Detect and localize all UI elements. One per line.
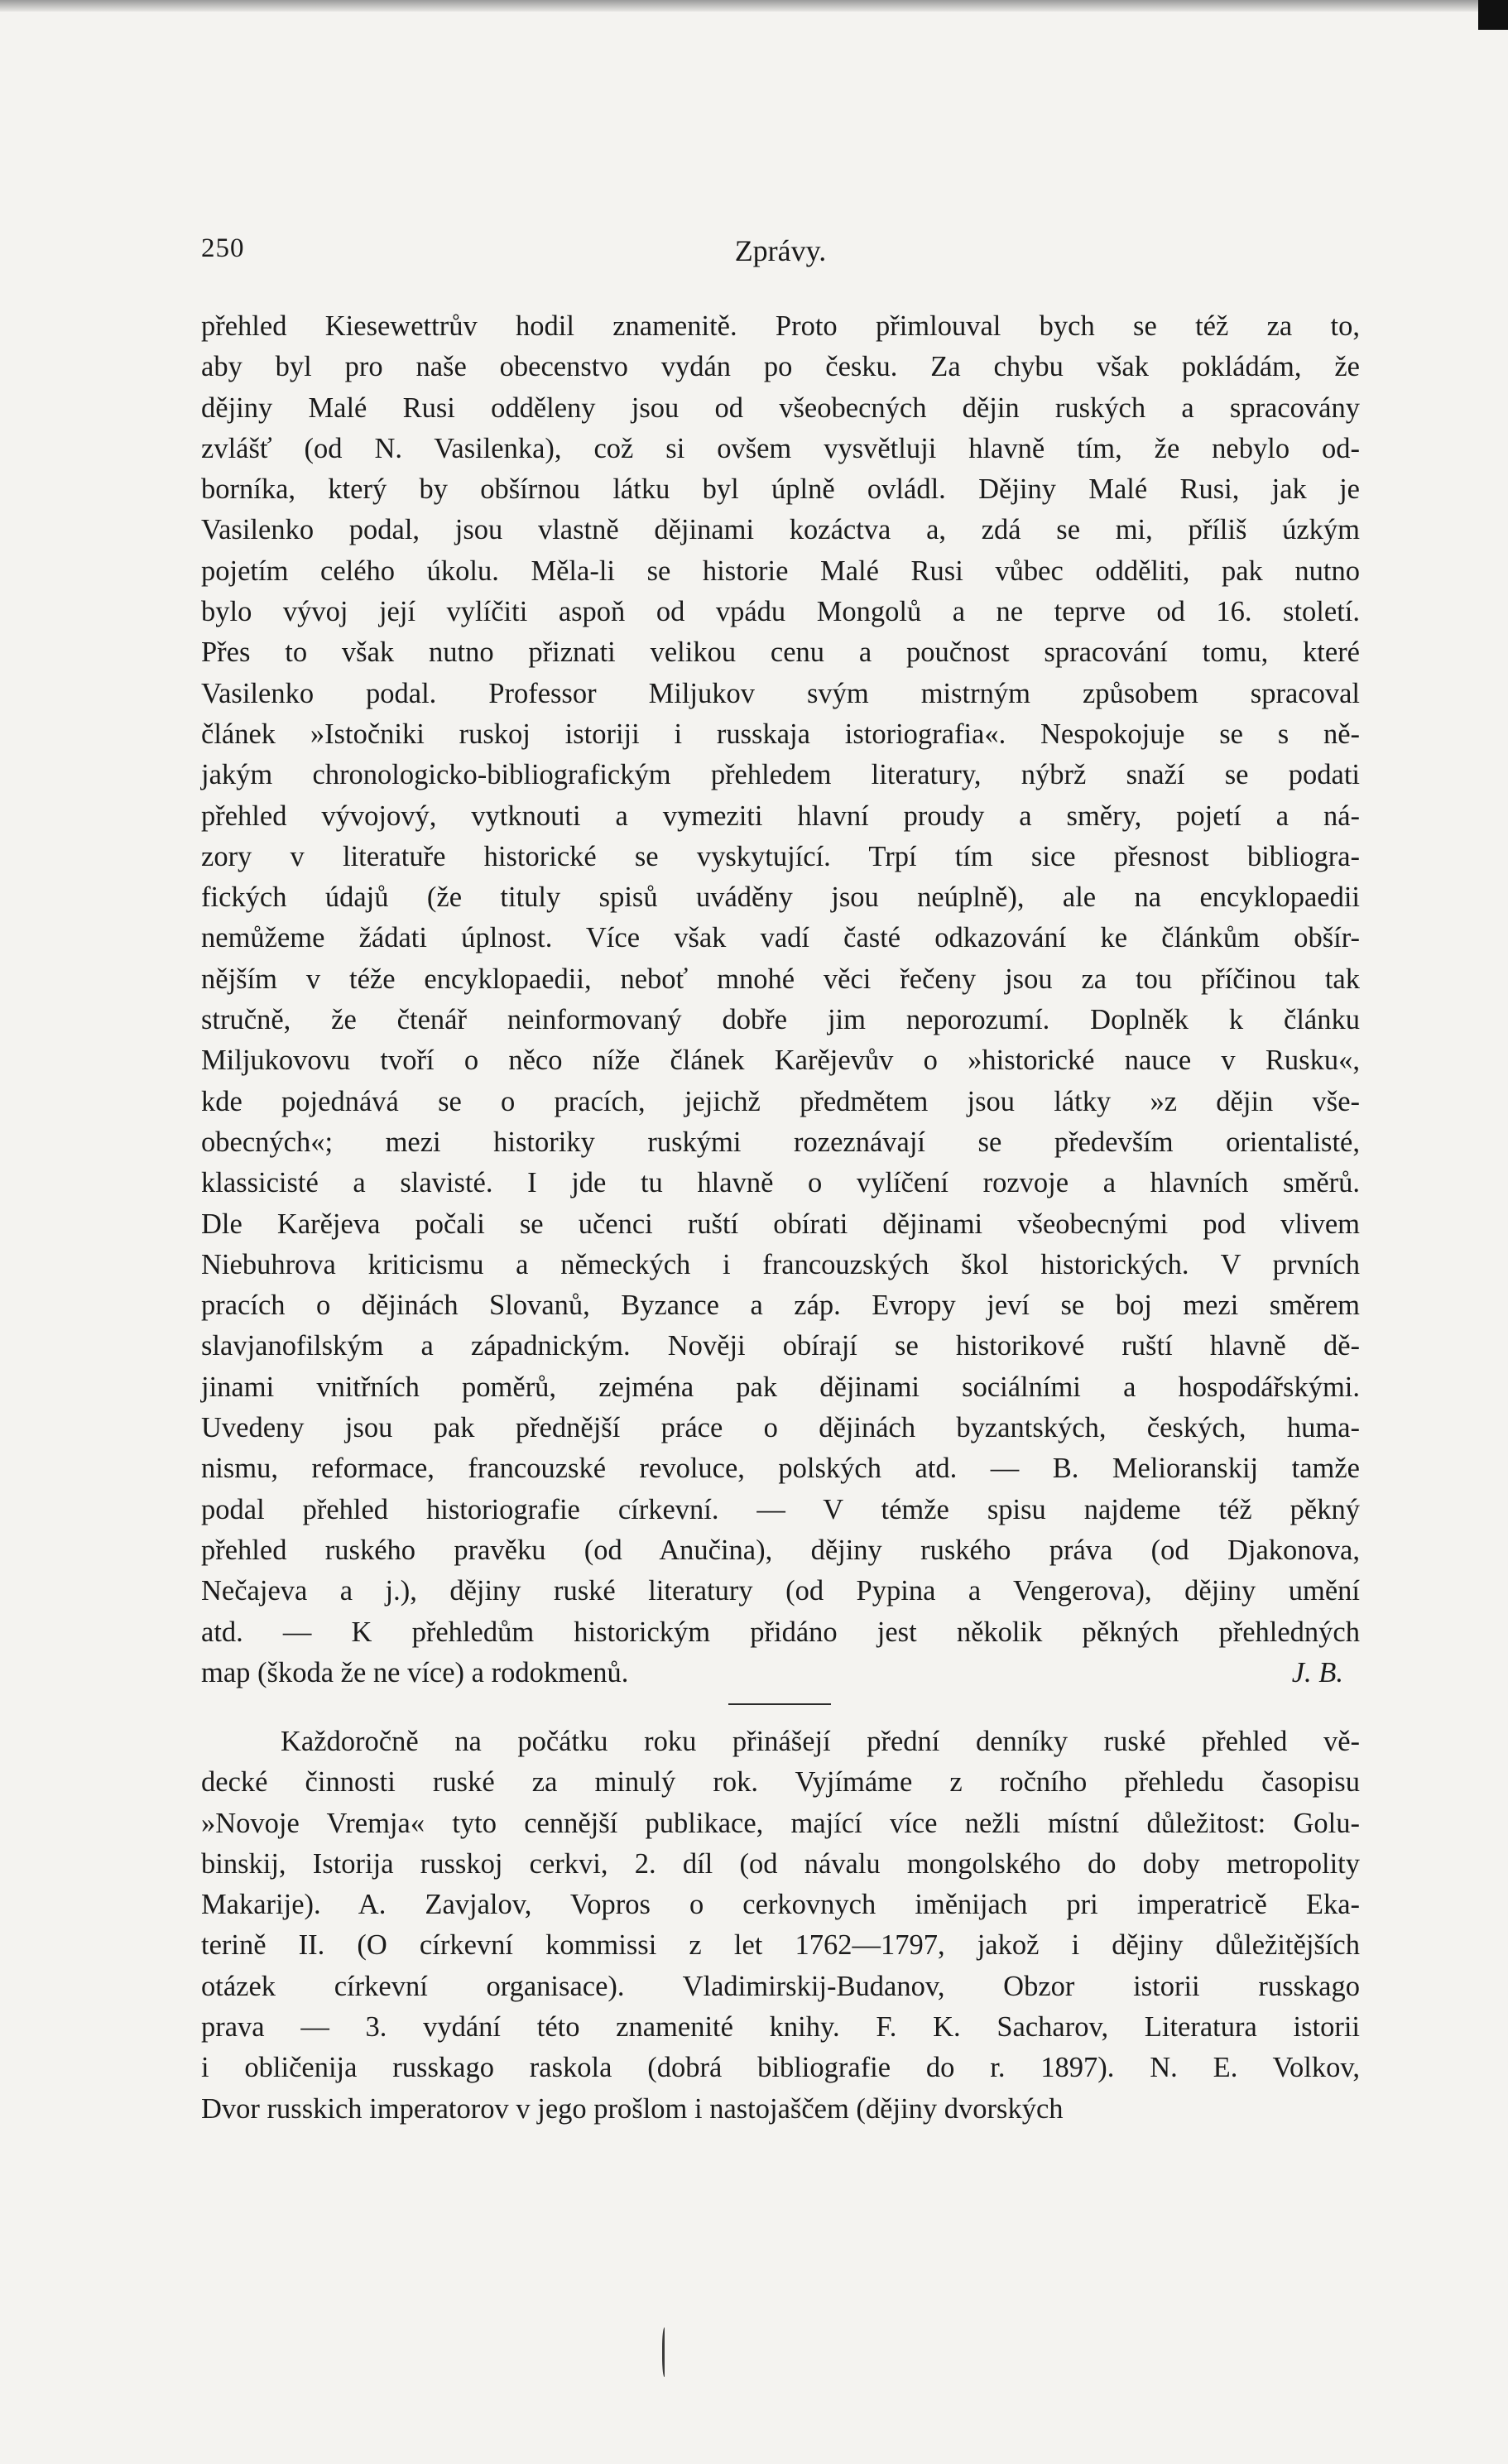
text-line: binskij, Istorija russkoj cerkvi, 2. díl (od návalu mongolského do doby metropolity xyxy=(201,1847,1360,1880)
scan-corner-mark xyxy=(1478,0,1508,30)
text-line: stručně, že čtenář neinformovaný dobře jim neporozumí. Doplněk k článku xyxy=(201,1004,1360,1036)
text-line: map (škoda že ne více) a rodokmenů. J. B. xyxy=(201,1653,1360,1693)
text-line: »Novoje Vremja« tyto cennější publikace, mající více nežli místní důležitost: Golu- xyxy=(201,1807,1360,1839)
text-line: Každoročně na počátku roku přinášejí přední denníky ruské přehled vě- xyxy=(281,1726,1360,1757)
text-line: bylo vývoj její vylíčiti aspoň od vpádu Mongolů a ne teprve od 16. století. xyxy=(201,596,1360,628)
text-line: otázek církevní organisace). Vladimirskij-Budanov, Obzor istorii russkago xyxy=(201,1970,1360,2002)
running-title: Zprávy. xyxy=(734,234,827,267)
text-line: kde pojednává se o pracích, jejichž předmětem jsou látky »z dějin vše- xyxy=(201,1085,1360,1117)
text-line: Nečajeva a j.), dějiny ruské literatury (od Pypina a Vengerova), dějiny umění xyxy=(201,1575,1360,1607)
text-line: jinami vnitřních poměrů, zejména pak dějinami sociálními a hospodářskými. xyxy=(201,1371,1360,1403)
text-line: obecných«; mezi historiky ruskými rozeznávají se především orientalisté, xyxy=(201,1126,1360,1158)
text-line: článek »Istočniki ruskoj istoriji i russkaja istoriografia«. Nespokojuje se s ně- xyxy=(201,718,1360,750)
text-line: klassicisté a slavisté. I jde tu hlavně o vylíčení rozvoje a hlavních směrů. xyxy=(201,1167,1360,1199)
signature: J. B. xyxy=(1291,1656,1343,1688)
article-2 xyxy=(201,1722,1360,2130)
text-line: Makarije). A. Zavjalov, Vopros o cerkovnych iměnijach pri imperatricě Eka- xyxy=(201,1889,1360,1921)
text-line: Uvedeny jsou pak přednější práce o dějinách byzantských, českých, huma- xyxy=(201,1412,1360,1444)
text-line: jakým chronologicko-bibliografickým přehledem literatury, nýbrž snaží se podati xyxy=(201,759,1360,791)
text-line: Vasilenko podal, jsou vlastně dějinami kozáctva a, zdá se mi, příliš úzkým xyxy=(201,514,1360,546)
text-line: borníka, který by obšírnou látku byl úplně ovládl. Dějiny Malé Rusi, jak je xyxy=(201,473,1360,506)
text-line: přehled Kiesewettrův hodil znamenitě. Proto přimlouval bych se též za to, xyxy=(201,310,1360,342)
text-line: aby byl pro naše obecenstvo vydán po česku. Za chybu však pokládám, že xyxy=(201,351,1360,383)
page-number: 250 xyxy=(201,233,245,263)
scan-margin-mark xyxy=(662,2327,668,2377)
text-line: nemůžeme žádati úplnost. Více však vadí časté odkazování ke článkům obšír- xyxy=(201,922,1360,954)
text-line: Miljukovovu tvoří o něco níže článek Karějevův o »historické nauce v Rusku«, xyxy=(201,1045,1360,1077)
text-line: prava — 3. vydání této znamenité knihy. F. K. Sacharov, Literatura istorii xyxy=(201,2011,1360,2044)
text-line: i obličenija russkago raskola (dobrá bibliografie do r. 1897). N. E. Volkov, xyxy=(201,2052,1360,2084)
text-line: podal přehled historiografie církevní. — V témže spisu najdeme též pěkný xyxy=(201,1493,1360,1525)
text-line: nismu, reformace, francouzské revoluce, polských atd. — B. Melioranskij tamže xyxy=(201,1453,1360,1485)
section-divider xyxy=(728,1703,831,1705)
text-line: pojetím celého úkolu. Měla-li se historie Malé Rusi vůbec odděliti, pak nutno xyxy=(201,555,1360,587)
scan-top-edge xyxy=(0,0,1508,12)
text-line: přehled vývojový, vytknouti a vymeziti hlavní proudy a směry, pojetí a ná- xyxy=(201,800,1360,832)
text-line: nějším v téže encyklopaedii, neboť mnohé věci řečeny jsou za tou příčinou tak xyxy=(201,963,1360,995)
text-line: Přes to však nutno přiznati velikou cenu a poučnost spracování tomu, které xyxy=(201,636,1360,669)
text-line: terině II. (O církevní kommissi z let 1762—1797, jakož i dějiny důležitějších xyxy=(201,1929,1360,1962)
text-line: Niebuhrova kriticismu a německých i francouzských škol historických. V prvních xyxy=(201,1248,1360,1280)
text-line: atd. — K přehledům historickým přidáno jest několik pěkných přehledných xyxy=(201,1616,1360,1648)
text-line: dějiny Malé Rusi odděleny jsou od všeobecných dějin ruských a spracovány xyxy=(201,391,1360,424)
text-line: fických údajů (že tituly spisů uváděny jsou neúplně), ale na encyklopaedii xyxy=(201,881,1360,914)
article-1 xyxy=(201,306,1360,1693)
text-line: Dvor russkich imperatorov v jego prošlom i nastojaščem (dějiny dvorských xyxy=(201,2092,1064,2125)
page-header xyxy=(201,233,1360,275)
text-line: pracích o dějinách Slovanů, Byzance a záp. Evropy jeví se boj mezi směrem xyxy=(201,1290,1360,1322)
text-line: decké činnosti ruské za minulý rok. Vyjímáme z ročního přehledu časopisu xyxy=(201,1766,1360,1799)
text-line: Dle Karějeva počali se učenci ruští obírati dějinami všeobecnými pod vlivem xyxy=(201,1208,1360,1240)
text-line: slavjanofilským a západnickým. Nověji obírají se historikové ruští hlavně dě- xyxy=(201,1330,1360,1362)
text-line: zory v literatuře historické se vyskytující. Trpí tím sice přesnost bibliogra- xyxy=(201,840,1360,872)
text-line: Vasilenko podal. Professor Miljukov svým mistrným způsobem spracoval xyxy=(201,677,1360,709)
text-line: zvlášť (od N. Vasilenka), což si ovšem vysvětluji hlavně tím, že nebylo od- xyxy=(201,432,1360,464)
text-line: přehled ruského pravěku (od Anučina), dějiny ruského práva (od Djakonova, xyxy=(201,1534,1360,1566)
